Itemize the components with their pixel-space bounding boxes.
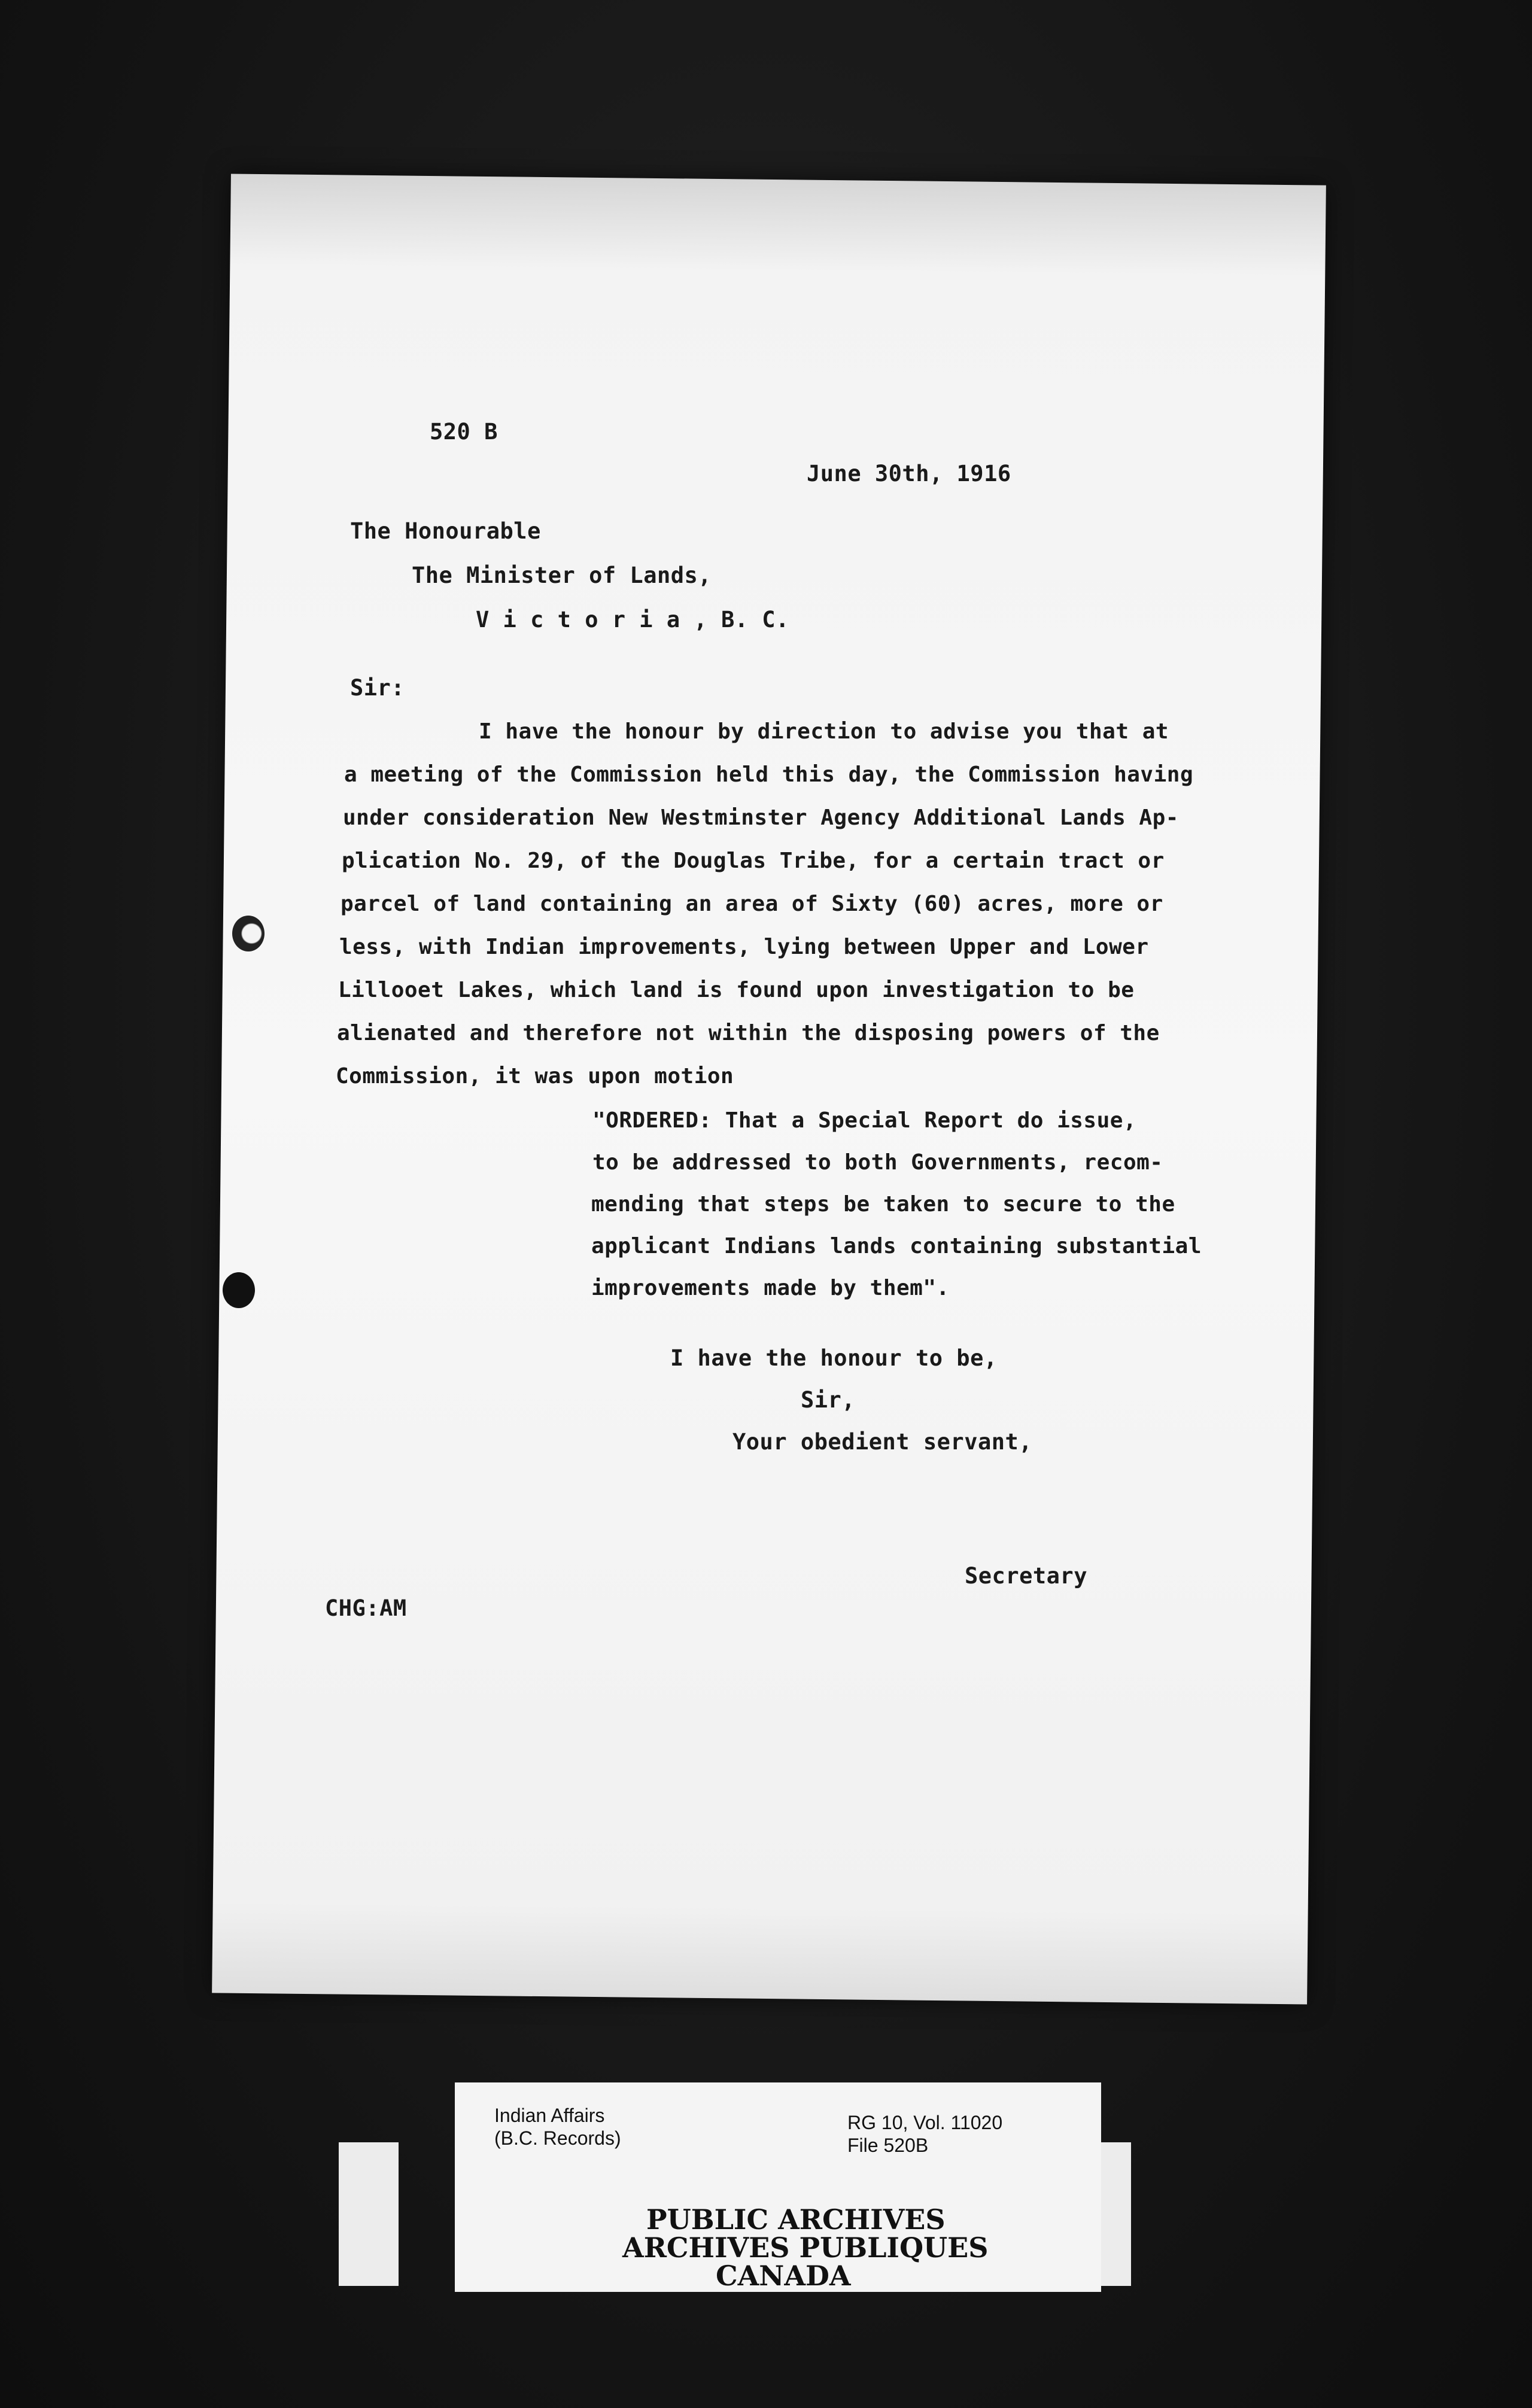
salutation: Sir:: [350, 675, 405, 701]
closing-line: I have the honour to be,: [670, 1345, 998, 1371]
label-reference-line: File 520B: [847, 2135, 929, 2156]
body-line: less, with Indian improvements, lying between Upper and Lower: [339, 935, 1149, 959]
address-line-2: The Minister of Lands,: [412, 563, 712, 588]
signature-title: Secretary: [965, 1563, 1087, 1589]
body-line: a meeting of the Commission held this day, the Commission having: [344, 762, 1194, 787]
body-line: Commission, it was upon motion: [336, 1064, 734, 1089]
body-line: parcel of land containing an area of Sixty (60) acres, more or: [341, 892, 1163, 916]
order-line: to be addressed to both Governments, recom-: [592, 1150, 1163, 1175]
archives-stamp-line: ARCHIVES PUBLIQUES: [622, 2231, 989, 2264]
closing-line: Sir,: [801, 1387, 856, 1413]
label-tab-left: [339, 2142, 399, 2286]
typist-initials: CHG:AM: [325, 1595, 407, 1621]
body-line: Lillooet Lakes, which land is found upon investigation to be: [338, 978, 1135, 1002]
archives-stamp-line: PUBLIC ARCHIVES: [646, 2203, 946, 2236]
body-line: under consideration New Westminster Agency Additional Lands Ap-: [343, 805, 1179, 830]
order-line: applicant Indians lands containing substantial: [591, 1234, 1202, 1258]
body-line: alienated and therefore not within the disposing powers of the: [337, 1021, 1160, 1045]
closing-line: Your obedient servant,: [732, 1429, 1033, 1455]
order-line: improvements made by them".: [591, 1276, 950, 1300]
letter-date: June 30th, 1916: [807, 461, 1011, 487]
label-collection-line: Indian Affairs: [494, 2105, 605, 2126]
address-line-1: The Honourable: [350, 518, 541, 544]
order-line: mending that steps be taken to secure to the: [591, 1192, 1175, 1217]
label-reference-line: RG 10, Vol. 11020: [847, 2112, 1003, 2133]
punch-hole-bottom: [223, 1272, 255, 1308]
address-line-3: V i c t o r i a , B. C.: [476, 607, 789, 633]
file-reference: 520 B: [430, 419, 498, 445]
punch-hole-top: [232, 916, 265, 951]
label-collection-line: (B.C. Records): [494, 2127, 621, 2149]
archives-stamp-line: CANADA: [716, 2260, 851, 2292]
order-line: "ORDERED: That a Special Report do issue,: [592, 1108, 1137, 1133]
letter-page: [212, 174, 1326, 2005]
body-line: I have the honour by direction to advise you that at: [479, 719, 1169, 744]
body-line: plication No. 29, of the Douglas Tribe, for a certain tract or: [342, 849, 1165, 873]
